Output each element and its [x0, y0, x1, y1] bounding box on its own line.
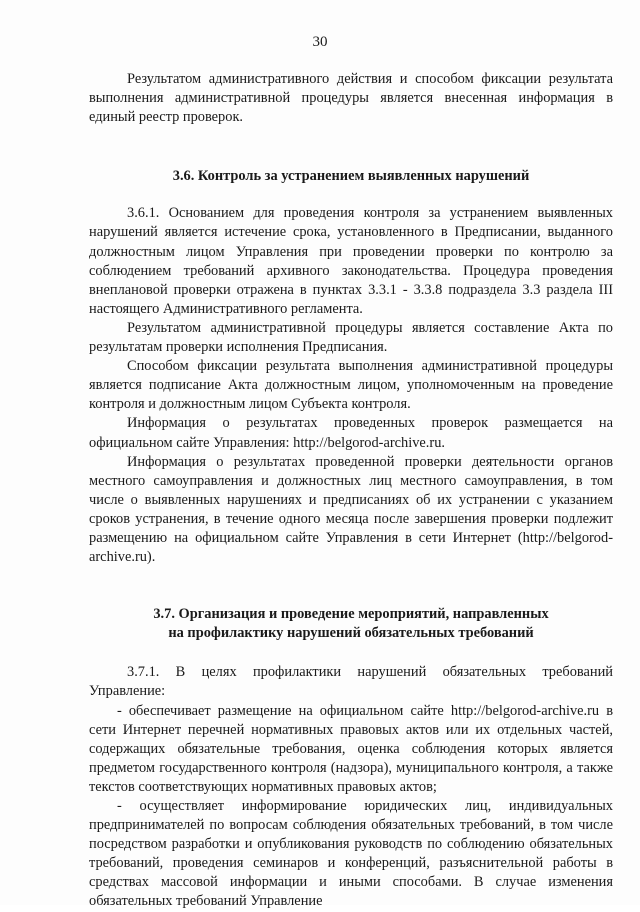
list-item: - обеспечивает размещение на официальном сайте http://belgorod-archive.ru в сети Интернет перечней нормативных правовых актов или их отдельных частей, содержащих обязательные требования, оценка соблюдения которых является предметом государственного контроля (надзора), муниципального контроля, а также текстов соответствующих нормативных правовых актов; — [89, 702, 613, 795]
section-3-7-lead: 3.7.1. В целях профилактики нарушений обязательных требований Управление: — [89, 664, 613, 700]
list-item: - осуществляет информирование юридических лиц, индивидуальных предпринимателей по вопросам соблюдения обязательных требований, в том числе посредством разработки и опубликования руководств по соблюдению обязательных требований, проведения семинаров и конференций, разъяснительной работы в средствах массовой информации и иными способами. В случае изменения обязательных требований Управление — [89, 798, 613, 910]
section-3-6-paragraph: Информация о результатах проведенной проверки деятельности органов местного самоуправления и должностных лиц местного самоуправления, в том числе о выявленных нарушениях и предписаниях об их устранении с указанием сроков устранения, в течение одного месяца после завершения проверки подлежит размещению на официальном сайте Управления в сети Интернет (http://belgorod-archive.ru). — [89, 453, 613, 566]
intro-paragraph: Результатом административного действия и способом фиксации результата выполнения административной процедуры является внесенная информация в единый реестр проверок. — [89, 71, 613, 126]
section-3-7-heading-line2: на профилактику нарушений обязательных требований — [168, 625, 534, 642]
section-3-6-paragraph: Способом фиксации результата выполнения административной процедуры является подписание Акта должностным лицом, уполномоченным на проведение контроля и должностным лицом Субъекта контроля. — [89, 358, 613, 413]
page-number: 30 — [312, 34, 328, 50]
section-3-7-heading-line1: 3.7. Организация и проведение мероприятий, направленных — [153, 606, 549, 623]
section-3-7-heading — [89, 605, 613, 643]
section-3-6-paragraph: Информация о результатах проведенных проверок размещается на официальном сайте Управления: http://belgorod-archive.ru. — [89, 415, 613, 451]
document-body — [89, 70, 613, 912]
section-3-6-paragraph: Результатом административной процедуры является составление Акта по результатам проверки исполнения Предписания. — [89, 319, 613, 356]
section-3-6-heading: 3.6. Контроль за устранением выявленных нарушений — [172, 168, 530, 185]
section-3-6-paragraph: 3.6.1. Основанием для проведения контроля за устранением выявленных нарушений является истечение срока, установленного в Предписании, выданного должностным лицом Управления при проведении проверки по контролю за соблюдением требований архивного законодательства. Процедура проведения внеплановой проверки отражена в пунктах 3.3.1 - 3.3.8 подраздела 3.3 раздела III настоящего Административного регламента. — [89, 205, 613, 317]
